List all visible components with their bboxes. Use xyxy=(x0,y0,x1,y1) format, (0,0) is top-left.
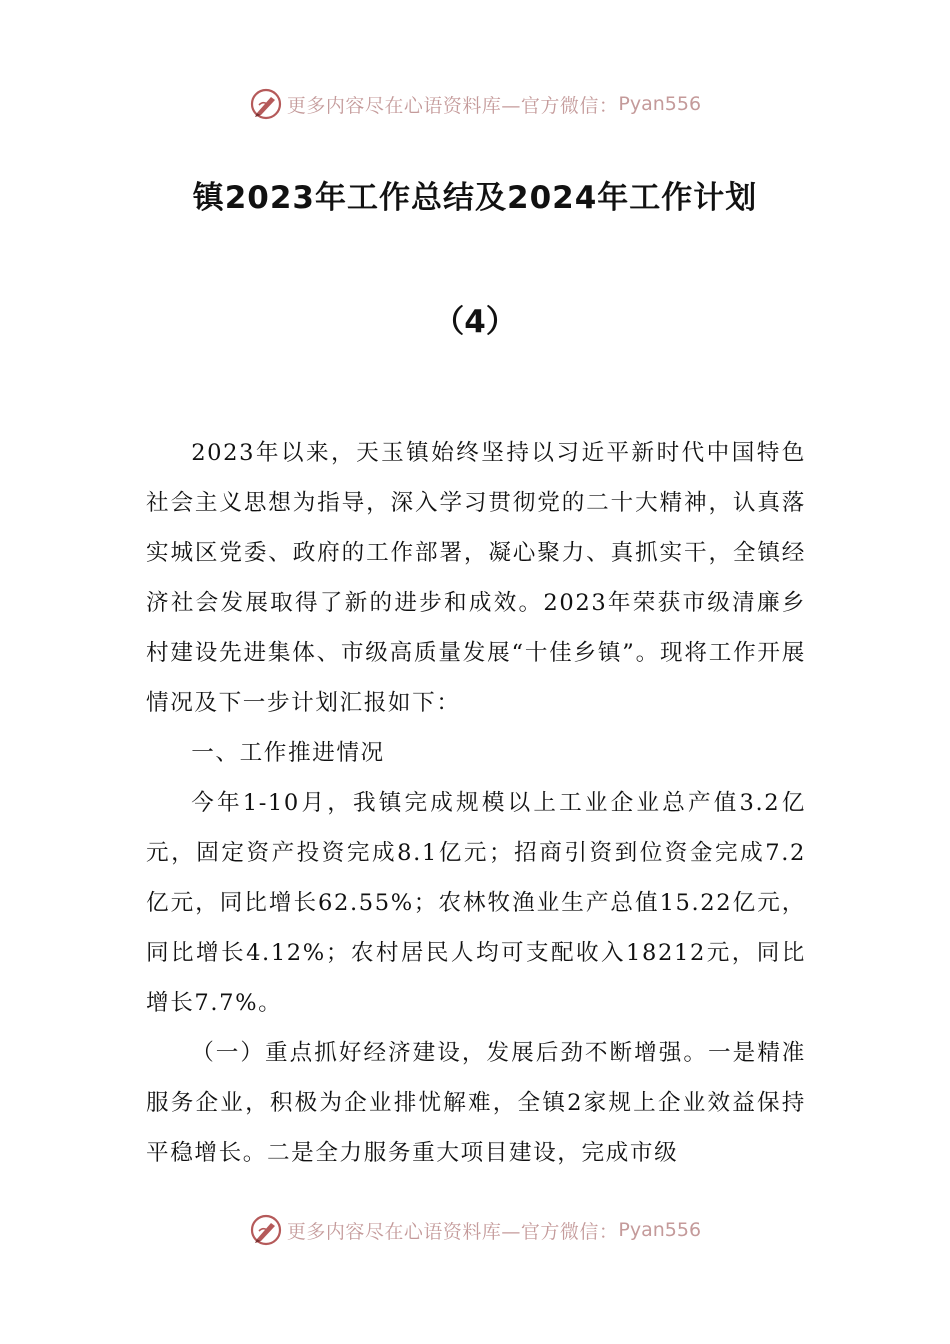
body-paragraph: 今年1-10月，我镇完成规模以上工业企业总产值3.2亿元，固定资产投资完成8.1亿元；招商引资到位资金完成7.2亿元，同比增长62.55%；农林牧渔业生产总值15.22亿元，同比增长4.12%；农村居民人均可支配收入18212元，同比增长7.7%。 xyxy=(146,790,806,1016)
document-title: 镇2023年工作总结及2024年工作计划 xyxy=(192,180,758,216)
pen-logo-icon xyxy=(249,87,283,121)
footer-watermark-banner xyxy=(0,1210,950,1250)
watermark-wechat-id: Pyan556 xyxy=(618,1219,702,1241)
section-heading: 一、工作推进情况 xyxy=(191,740,385,766)
header-watermark-banner xyxy=(0,84,950,124)
watermark-text: 更多内容尽在心语资料库—官方微信： xyxy=(286,1220,619,1243)
document-subtitle: （4） xyxy=(433,304,517,340)
document-body xyxy=(146,428,806,1178)
watermark-text: 更多内容尽在心语资料库—官方微信： xyxy=(286,94,619,117)
body-paragraph: 2023年以来，天玉镇始终坚持以习近平新时代中国特色社会主义思想为指导，深入学习贯彻党的二十大精神，认真落实城区党委、政府的工作部署，凝心聚力、真抓实干，全镇经济社会发展取得了新的进步和成效。2023年荣获市级清廉乡村建设先进集体、市级高质量发展“十佳乡镇”。现将工作开展情况及下一步计划汇报如下： xyxy=(146,440,806,716)
watermark-wechat-id: Pyan556 xyxy=(618,93,702,115)
pen-logo-icon xyxy=(249,1213,283,1247)
body-paragraph: （一）重点抓好经济建设，发展后劲不断增强。一是精准服务企业，积极为企业排忧解难，全镇2家规上企业效益保持平稳增长。二是全力服务重大项目建设，完成市级 xyxy=(146,1040,806,1166)
